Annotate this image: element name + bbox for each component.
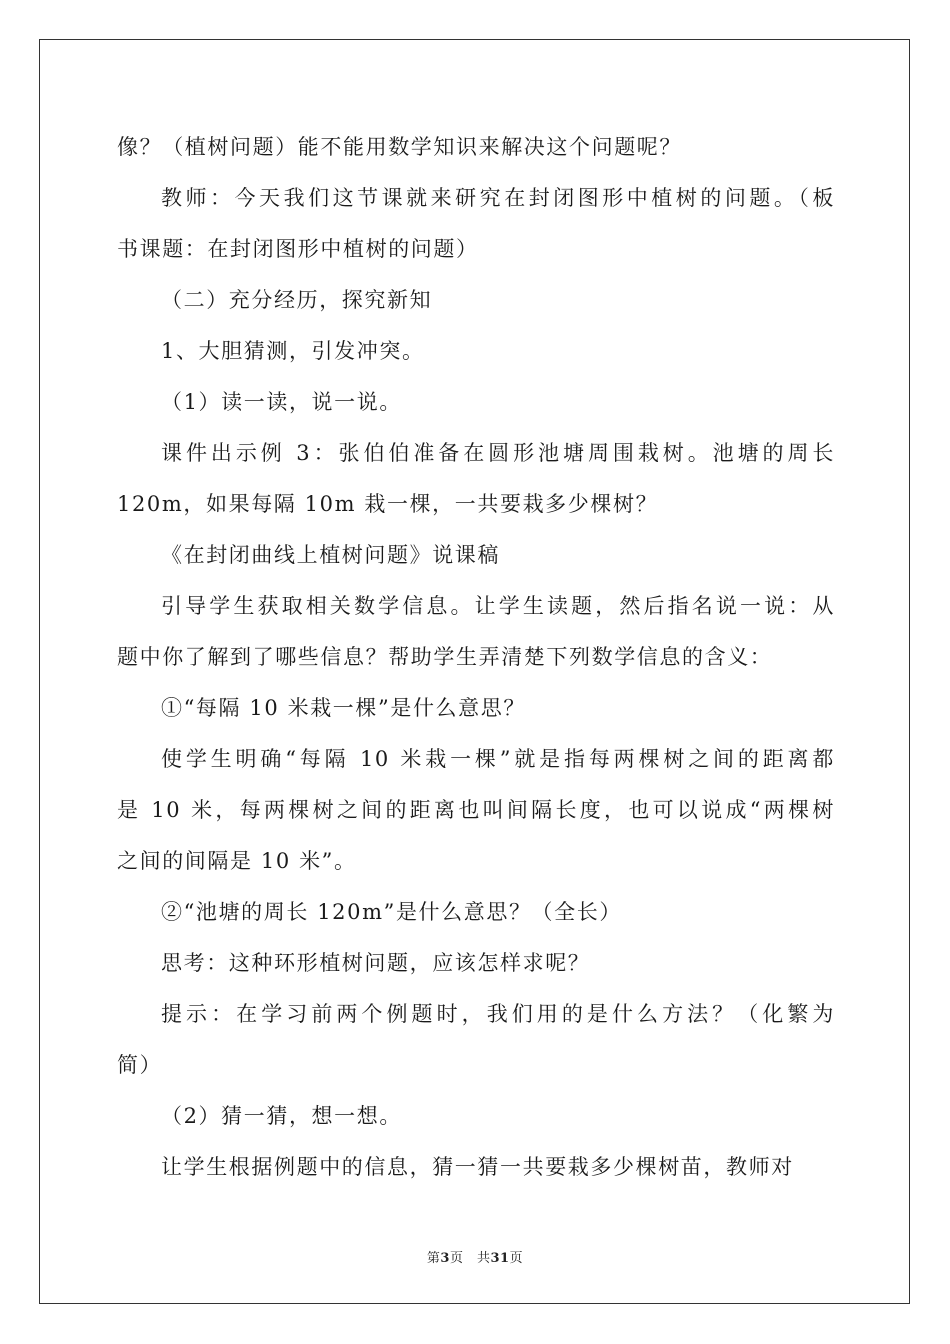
paragraph [117,326,835,377]
text-line: 是 10 米，每两棵树之间的距离也叫间隔长度，也可以说成“两棵树 [117,798,835,822]
text-line: 引导学生获取相关数学信息。让学生读题，然后指名说一说：从 [161,594,835,618]
text-line: 1、大胆猜测，引发冲突。 [161,339,425,363]
paragraph [117,683,835,734]
paragraph [117,530,835,581]
paragraph [117,1142,835,1193]
text-line: 书课题：在封闭图形中植树的问题） [117,237,479,261]
text-line: 之间的间隔是 10 米”。 [117,849,357,873]
text-line: ①“每隔 10 米栽一棵”是什么意思？ [161,696,526,720]
footer-prefix: 第 [426,1251,441,1266]
paragraph [117,122,835,173]
paragraph [117,887,835,938]
text-line: 思考：这种环形植树问题，应该怎样求呢？ [161,951,591,975]
paragraph [117,377,835,428]
paragraph [117,938,835,989]
footer-mid: 页 共 [449,1251,491,1266]
text-line: （二）充分经历，探究新知 [161,288,433,312]
text-line: 120m，如果每隔 10m 栽一棵，一共要栽多少棵树？ [117,492,659,516]
footer-total-pages: 31 [490,1251,510,1266]
text-line: （1）读一读，说一说。 [161,390,402,414]
text-line: 《在封闭曲线上植树问题》说课稿 [161,543,500,567]
text-line: 提示：在学习前两个例题时，我们用的是什么方法？（化繁为 [161,1002,835,1026]
paragraph [117,989,835,1091]
footer-current-page: 3 [440,1251,450,1266]
text-line: 让学生根据例题中的信息，猜一猜一共要栽多少棵树苗，教师对 [161,1155,794,1179]
text-line: 像？（植树问题）能不能用数学知识来解决这个问题呢？ [117,135,682,159]
text-line: 教师：今天我们这节课就来研究在封闭图形中植树的问题。（板 [161,186,835,210]
paragraph [117,581,835,683]
paragraph [117,1091,835,1142]
text-line: 题中你了解到了哪些信息？帮助学生弄清楚下列数学信息的含义： [117,645,773,669]
text-line: 使学生明确“每隔 10 米栽一棵”就是指每两棵树之间的距离都 [161,747,835,771]
text-line: ②“池塘的周长 120m”是什么意思？（全长） [161,900,622,924]
text-line: 简） [117,1053,163,1077]
paragraph [117,428,835,530]
paragraph [117,734,835,887]
paragraph [117,173,835,275]
text-line: （2）猜一猜，想一想。 [161,1104,402,1128]
footer-suffix: 页 [509,1251,524,1266]
page-footer [0,1247,950,1266]
document-body [117,122,835,1193]
paragraph [117,275,835,326]
text-line: 课件出示例 3：张伯伯准备在圆形池塘周围栽树。池塘的周长 [161,441,835,465]
